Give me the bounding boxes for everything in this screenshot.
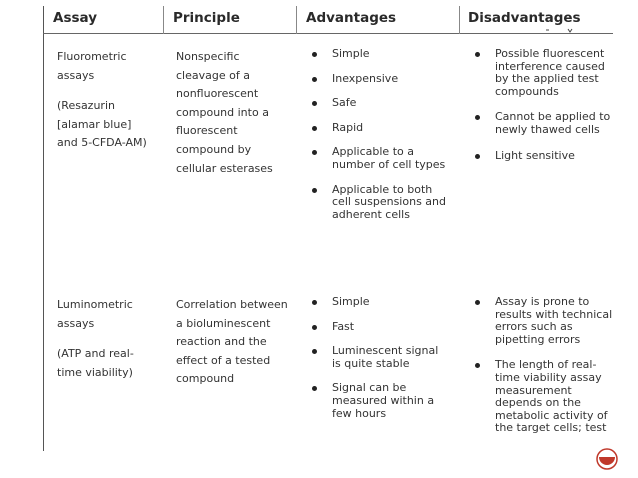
row2-assay-cell — [57, 296, 152, 382]
list-item: Safe — [310, 97, 450, 110]
header-disadvantages: Disadvantages — [468, 10, 581, 26]
column-separator — [163, 6, 164, 34]
list-item: Applicable to a number of cell types — [310, 146, 450, 171]
list-item: Assay is prone to results with technical errors such as pipetting errors — [473, 296, 613, 346]
row1-principle: Nonspecific cleavage of a nonfluorescent compound into a fluorescent compound by cellular esterases — [176, 50, 273, 175]
header-advantages: Advantages — [306, 10, 397, 26]
row2-assay-name: Luminometric assays — [57, 298, 133, 330]
row2-assay-detail: (ATP and real-time viability) — [57, 347, 134, 379]
list-item: Fast — [310, 321, 450, 334]
header-assay: Assay — [53, 10, 98, 26]
row1-assay-cell — [57, 48, 152, 153]
header-principle: Principle — [173, 10, 240, 26]
row2-advantages-list — [310, 296, 450, 420]
list-item: Signal can be measured within a few hours — [310, 382, 450, 420]
slide-badge-icon — [596, 448, 618, 470]
row1-advantages-list — [310, 48, 450, 221]
list-item: Simple — [310, 48, 450, 61]
list-item: Cannot be applied to newly thawed cells — [473, 111, 613, 136]
list-item: Luminescent signal is quite stable — [310, 345, 450, 370]
list-item: Rapid — [310, 122, 450, 135]
column-separator — [296, 6, 297, 34]
list-item: The length of real-time viability assay measurement depends on the metabolic activity of the target cells; test — [473, 359, 613, 435]
row2-disadvantages-list — [473, 296, 613, 435]
list-item: Inexpensive — [310, 73, 450, 86]
table-left-border — [43, 6, 44, 451]
list-item: Possible fluorescent interference caused by the applied test compounds — [473, 48, 613, 98]
row1-assay-detail: (Resazurin [alamar blue] and 5-CFDA-AM) — [57, 99, 147, 150]
row1-disadvantages-list — [473, 48, 613, 162]
cutoff-text-fragment — [540, 28, 580, 36]
list-item: Applicable to both cell suspensions and adherent cells — [310, 184, 450, 222]
list-item: Light sensitive — [473, 150, 613, 163]
list-item: Simple — [310, 296, 450, 309]
column-separator — [459, 6, 460, 34]
row1-assay-name: Fluorometric assays — [57, 50, 127, 82]
row2-principle: Correlation between a bioluminescent reaction and the effect of a tested compound — [176, 298, 288, 386]
header-divider — [43, 33, 613, 34]
